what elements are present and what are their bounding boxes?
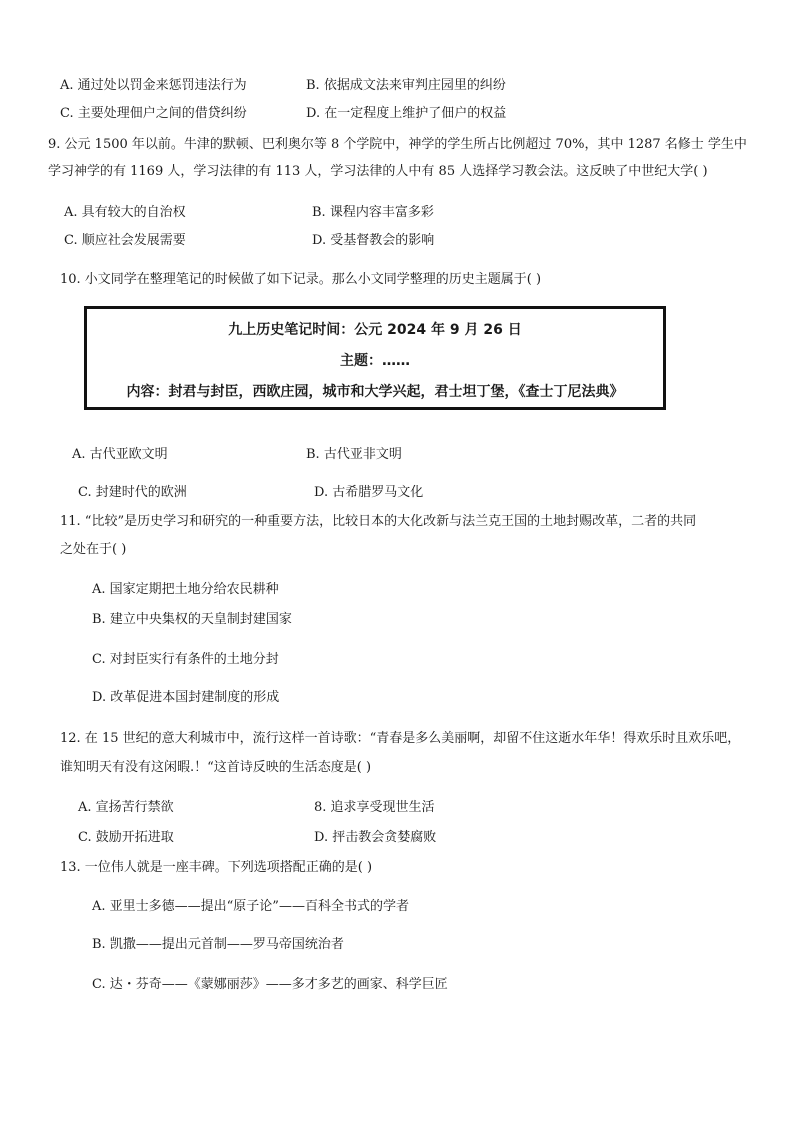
q11-stem-line1: 11. “比较”是历史学习和研究的一种重要方法，比较日本的大化改新与法兰克王国的土地封赐改革，二者的共同 [60,514,697,529]
q10-option-a: A. 古代亚欧文明 [72,447,168,462]
q8-option-c: C. 主要处理佃户之间的借贷纠纷 [60,106,247,121]
q9-stem-line1: 9. 公元 1500 年以前。牛津的默顿、巴利奥尔等 8 个学院中，神学的学生所占比例超过 70%，其中 1287 名修士 学生中 [48,137,747,152]
q10-stem: 10. 小文同学在整理笔记的时候做了如下记录。那么小文同学整理的历史主题属于( ) [60,272,542,287]
q8-option-d: D. 在一定程度上维护了佃户的权益 [306,106,507,121]
q12-stem-line1: 12. 在 15 世纪的意大利城市中，流行这样一首诗歌：“青春是多么美丽啊，却留不住这逝水年华！得欢乐时且欢乐吧， [60,731,741,746]
q8-option-a: A. 通过处以罚金来惩罚违法行为 [60,78,247,93]
note-time-line: 九上历史笔记时间：公元 2024 年 9 月 26 日 [228,322,522,338]
q10-option-c: C. 封建时代的欧洲 [78,485,187,500]
q11-option-b: B. 建立中央集权的天皇制封建国家 [92,612,292,627]
q12-option-c: C. 鼓励开拓进取 [78,830,174,845]
q13-stem: 13. 一位伟人就是一座丰碑。下列选项搭配正确的是( ) [60,860,373,875]
q9-option-c: C. 顺应社会发展需要 [64,233,186,248]
q9-stem-line2: 学习神学的有 1169 人，学习法律的有 113 人，学习法律的人中有 85 人选择学习教会法。这反映了中世纪大学( ) [48,164,708,179]
q10-option-d: D. 古希腊罗马文化 [314,485,424,500]
q9-option-a: A. 具有较大的自治权 [64,205,186,220]
q9-option-d: D. 受基督教会的影响 [312,233,435,248]
q12-stem-line2: 谁知明天有没有这闲暇.！“这首诗反映的生活态度是( ) [60,760,372,775]
note-topic-line: 主题：…… [340,353,410,369]
q11-option-d: D. 改革促进本国封建制度的形成 [92,690,280,705]
q12-option-d: D. 抨击教会贪婪腐败 [314,830,437,845]
q13-option-b: B. 凯撒——提出元首制——罗马帝国统治者 [92,937,344,952]
note-content-line: 内容：封君与封臣，西欧庄园，城市和大学兴起，君士坦丁堡，《查士丁尼法典》 [126,384,624,400]
q9-option-b: B. 课程内容丰富多彩 [312,205,434,220]
q12-option-b: 8. 追求享受现世生活 [314,800,435,815]
history-note-box [84,306,666,410]
q10-option-b: B. 古代亚非文明 [306,447,402,462]
q11-stem-line2: 之处在于( ) [60,542,127,557]
q13-option-c: C. 达・芬奇——《蒙娜丽莎》——多才多艺的画家、科学巨匠 [92,977,448,992]
q13-option-a: A. 亚里士多德——提出“原子论”——百科全书式的学者 [92,899,409,914]
q11-option-c: C. 对封臣实行有条件的土地分封 [92,652,279,667]
q11-option-a: A. 国家定期把土地分给农民耕种 [92,582,279,597]
q8-option-b: B. 依据成文法来审判庄园里的纠纷 [306,78,506,93]
q12-option-a: A. 宣扬苦行禁欲 [78,800,174,815]
